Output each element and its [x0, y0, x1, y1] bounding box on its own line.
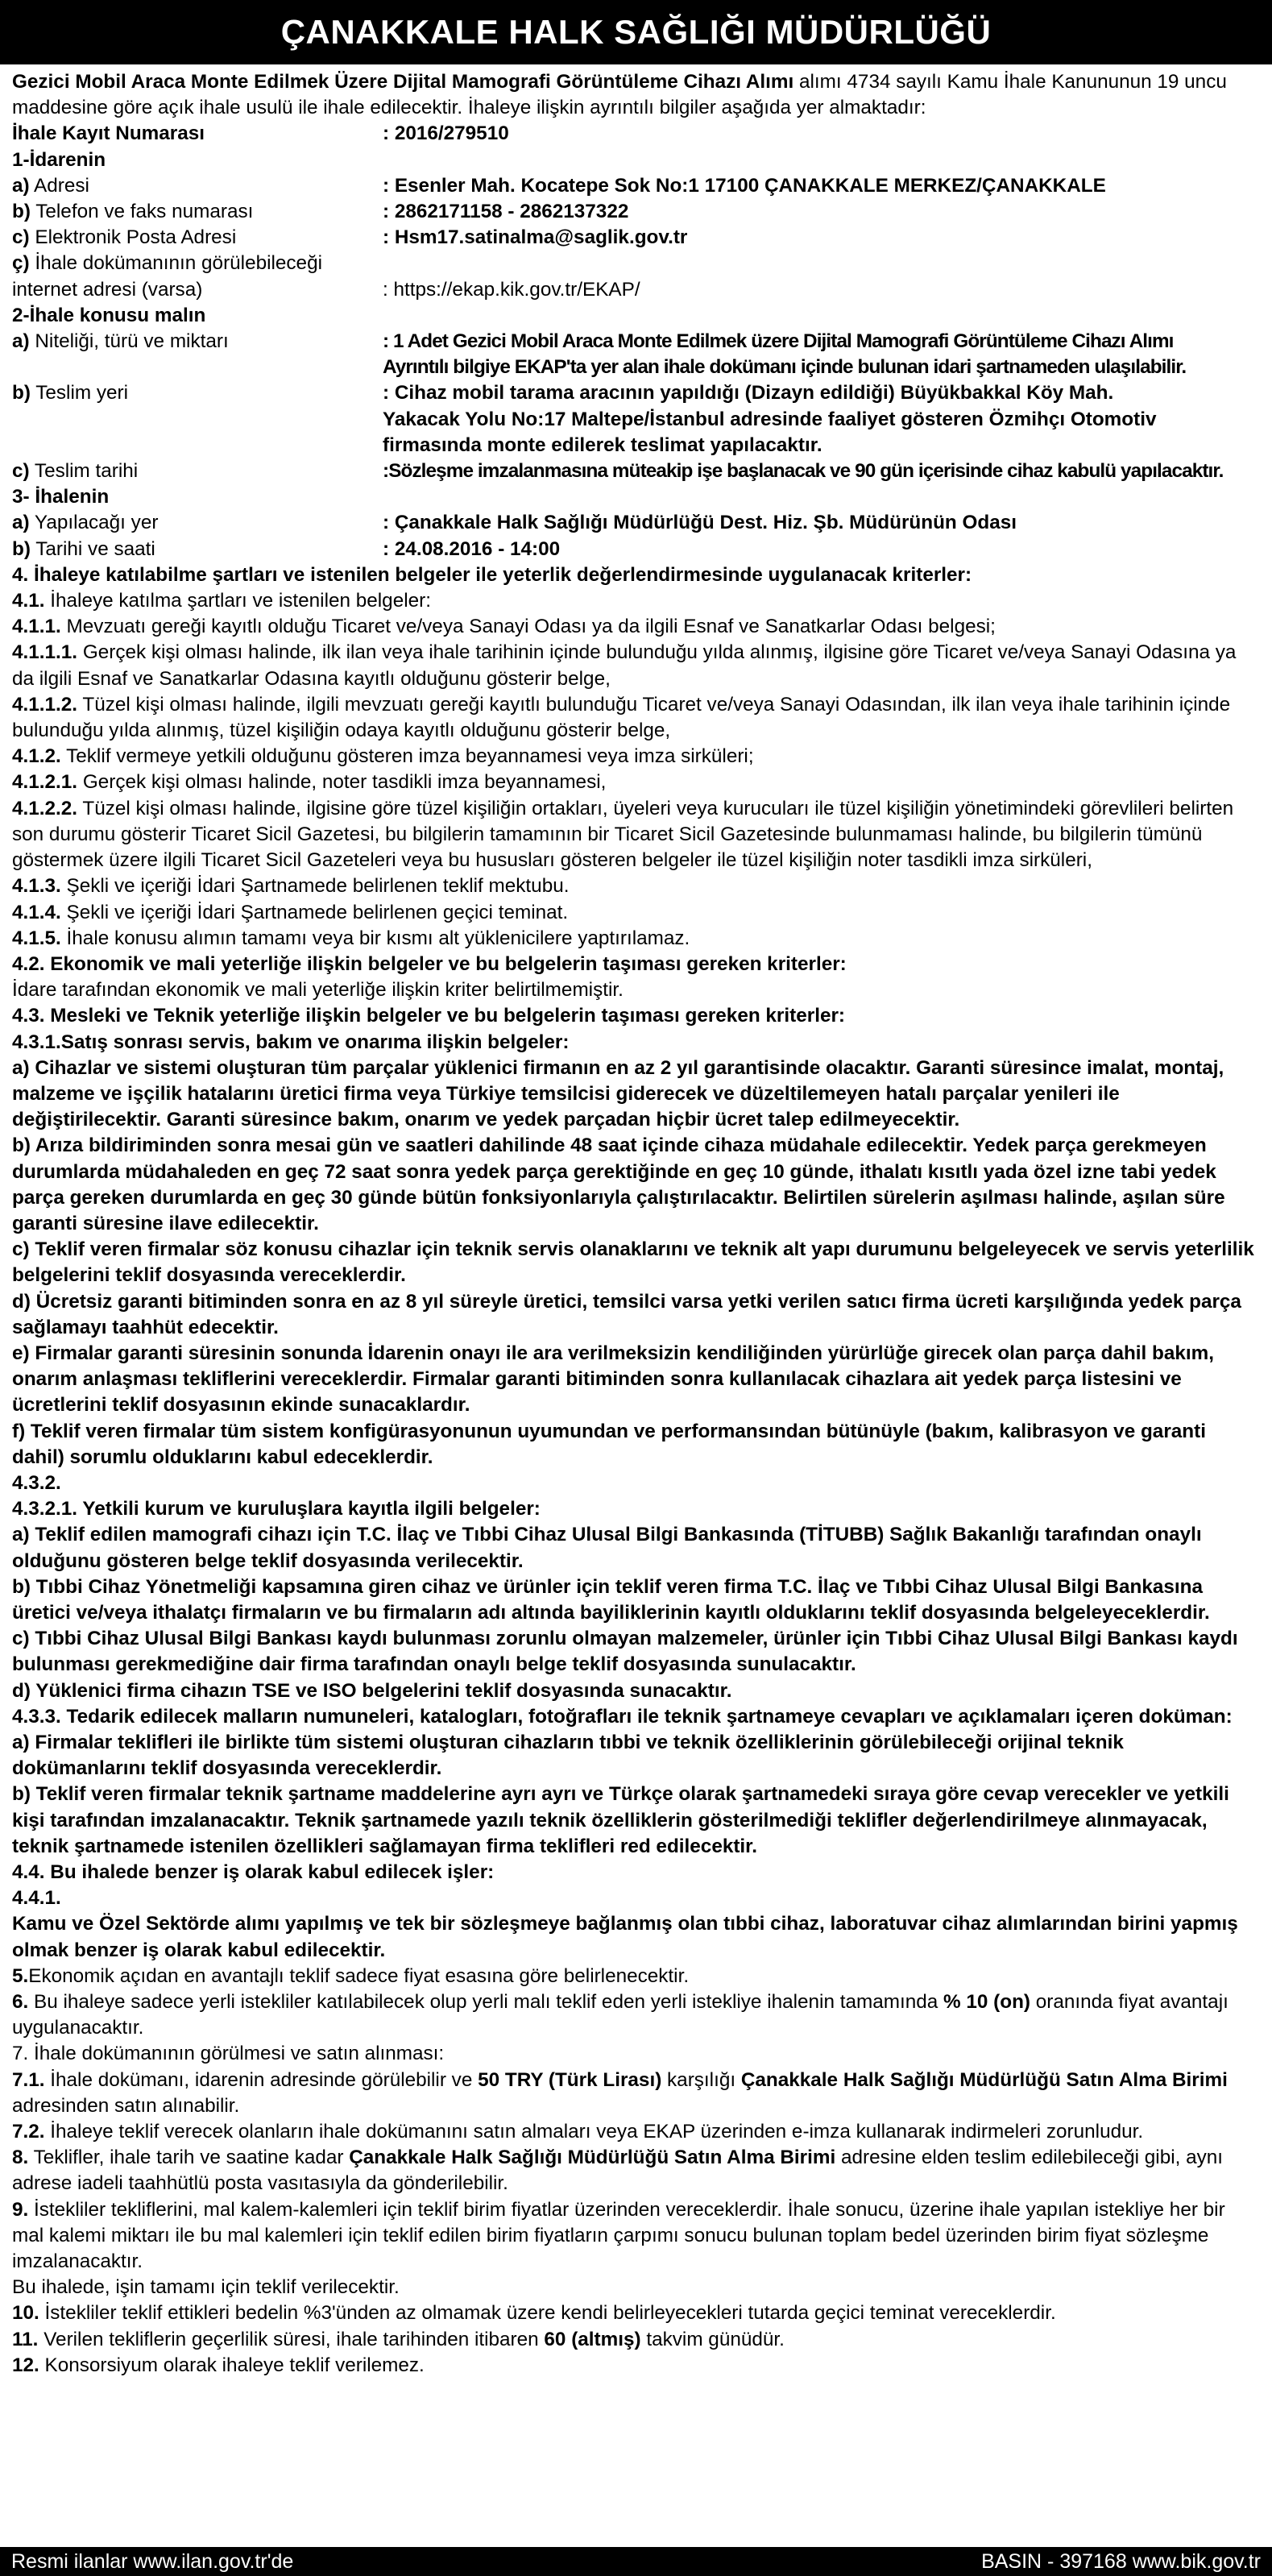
- s5-paragraph: 5.Ekonomik açıdan en avantajlı teklif sadece fiyat esasına göre belirlenecektir.: [12, 1964, 690, 1987]
- s4-h432: 4.3.2.: [12, 1471, 61, 1494]
- s4-h4321: 4.3.2.1. Yetkili kurum ve kuruluşlara kayıtla ilgili belgeler:: [12, 1498, 541, 1520]
- idare-internet-label-2: internet adresi (varsa): [12, 278, 203, 301]
- s4-h44: 4.4. Bu ihalede benzer iş olarak kabul edilecek işler:: [12, 1861, 495, 1884]
- konu-nitelik-row: a) Niteliği, türü ve miktarı : 1 Adet Gezici Mobil Araca Monte Edilmek üzere Dijital Mamografi Görüntüleme Cihazı Alımı Ayrıntılı bilgiye EKAP'ta yer alan ihale dokümanı içinde bulunan idari şartnameden ulaşılabilir.: [12, 330, 1187, 379]
- s9-extra: Bu ihalede, işin tamamı için teklif verilecektir.: [12, 2276, 400, 2299]
- konu-teslim-tarihi-label: Teslim tarihi: [34, 460, 139, 483]
- s4-h441: 4.4.1.: [12, 1887, 61, 1910]
- ihale-tarih-row: b) Tarihi ve saati : 24.08.2016 - 14:00: [12, 537, 1260, 562]
- s4-item-c: c) Teklif veren firmalar söz konusu cihazlar için teknik servis olanaklarını ve teknik alt yapı durumunu belgeleyecek ve servis yeterlilik belgelerini teklif dosyasında vereceklerdir.: [12, 1238, 1254, 1287]
- konu-teslim-tarihi-row: c) Teslim tarihi :Sözleşme imzalanmasına müteakip işe başlanacak ve 90 gün içerisinde cihaz kabulü yapılacaktır.: [12, 458, 1260, 484]
- footer-left-text: Resmi ilanlar www.ilan.gov.tr'de: [11, 2549, 294, 2573]
- kayit-value: : 2016/279510: [383, 122, 509, 145]
- s9-paragraph: 9. İstekliler tekliflerini, mal kalem-kalemleri için teklif birim fiyatlar üzerinden vereceklerdir. İhale sonucu, üzerine ihale yapılan istekliye her bir mal kalemi miktarı ile bu mal kalemleri için teklif edilen birim fiyatların çarpımı sonucu bulunan toplam bedel üzerinden birim fiyat sözleşme imzalanacaktır.: [12, 2198, 1225, 2273]
- s4-item-d: d) Ücretsiz garanti bitiminden sonra en az 8 yıl süreyle üretici, temsilci varsa yetki verilen satıcı firma ücreti karşılığında yedek parça sağlamayı taahhüt edecektir.: [12, 1290, 1241, 1338]
- ihale-yer-label: Yapılacağı yer: [34, 512, 159, 534]
- idare-adres-value: : Esenler Mah. Kocatepe Sok No:1 17100 ÇANAKKALE MERKEZ/ÇANAKKALE: [383, 174, 1106, 197]
- s10-paragraph: 10. İstekliler teklif ettikleri bedelin %3'ünden az olmamak üzere kendi belirleyecekleri tutarda geçici teminat vereceklerdir.: [12, 2302, 1056, 2325]
- s4-p411: 4.1.1. Mevzuatı gereği kayıtlı olduğu Ticaret ve/veya Sanayi Odası ya da ilgili Esnaf ve Sanatkarlar Odası belgesi;: [12, 616, 996, 638]
- konu-teslim-yeri-line1: : Cihaz mobil tarama aracının yapıldığı (Dizayn edildiği) Büyükbakkal Köy Mah.: [383, 382, 1114, 404]
- ihale-heading: 3- İhalenin: [12, 486, 110, 508]
- s4-item-a3: a) Firmalar teklifleri ile birlikte tüm sistemi oluşturan cihazların tıbbi ve teknik özelliklerinin görülebileceği orijinal teknik dokümanlarını teklif dosyasında vereceklerdir.: [12, 1732, 1124, 1780]
- idare-telefon-value: : 2862171158 - 2862137322: [383, 201, 629, 223]
- ihale-yer-row: a) Yapılacağı yer : Çanakkale Halk Sağlığı Müdürlüğü Dest. Hiz. Şb. Müdürünün Odası: [12, 510, 1260, 536]
- page-title: ÇANAKKALE HALK SAĞLIĞI MÜDÜRLÜĞÜ: [280, 13, 992, 51]
- s4-item-d2: d) Yüklenici firma cihazın TSE ve ISO belgelerini teklif dosyasında sunacaktır.: [12, 1679, 732, 1702]
- s4-heading: 4. İhaleye katılabilme şartları ve istenilen belgeler ile yeterlik değerlendirmesinde uygulanacak kriterler:: [12, 563, 972, 586]
- intro-subject: Gezici Mobil Araca Monte Edilmek Üzere Dijital Mamografi Görüntüleme Cihazı Alımı: [12, 71, 794, 93]
- s11-paragraph: 11. Verilen tekliflerin geçerlilik süresi, ihale tarihinden itibaren 60 (altmış) takvim günüdür.: [12, 2328, 785, 2350]
- konu-teslim-yeri-line2: Yakacak Yolu No:17 Maltepe/İstanbul adresinde faaliyet gösteren Özmihçı Otomotiv: [383, 408, 1157, 430]
- idare-internet-label-1: İhale dokümanının görülebileceği: [35, 252, 322, 275]
- s4-item-b2: b) Tıbbi Cihaz Yönetmeliği kapsamına giren cihaz ve ürünler için teklif veren firma T.C. İlaç ve Tıbbi Cihaz Ulusal Bilgi Bankasına üretici ve/veya ithalatçı firmaların ve bu firmaların adı altında bayiliklerinin kayıtlı olduklarını teklif dosyasında belgeleyeceklerdir.: [12, 1575, 1210, 1624]
- idare-adres-row: a) Adresi : Esenler Mah. Kocatepe Sok No:1 17100 ÇANAKKALE MERKEZ/ÇANAKKALE: [12, 173, 1260, 199]
- s4-p4121: 4.1.2.1. Gerçek kişi olması halinde, noter tasdikli imza beyannamesi,: [12, 771, 607, 794]
- intro-paragraph: [12, 69, 1260, 121]
- footer-bar: [0, 2547, 1272, 2576]
- footer-right-text: BASIN - 397168 www.bik.gov.tr: [981, 2549, 1261, 2573]
- kayit-label: İhale Kayıt Numarası: [12, 122, 205, 145]
- s7-heading: 7. İhale dokümanının görülmesi ve satın alınması:: [12, 2043, 445, 2065]
- s7-p72: 7.2. İhaleye teklif verecek olanların ihale dokümanını satın almaları veya EKAP üzerinden e-imza kullanarak indirmeleri zorunludur.: [12, 2121, 1144, 2143]
- announcement-body: [12, 69, 1260, 2379]
- konu-teslim-tarihi-value: :Sözleşme imzalanmasına müteakip işe başlanacak ve 90 gün içerisinde cihaz kabulü yapılacaktır.: [383, 460, 1224, 483]
- s6-paragraph: 6. Bu ihaleye sadece yerli istekliler katılabilecek olup yerli malı teklif eden yerli istekliye ihalenin tamamında % 10 (on) oranında fiyat avantajı uygulanacaktır.: [12, 1991, 1228, 2039]
- ihale-tarih-label: Tarihi ve saati: [35, 537, 155, 560]
- kayit-row: [12, 121, 1260, 147]
- idare-eposta-row: c) Elektronik Posta Adresi : Hsm17.satinalma@saglik.gov.tr: [12, 225, 1260, 251]
- konu-heading: 2-İhale konusu malın: [12, 304, 206, 326]
- konu-teslim-yeri-label: Teslim yeri: [35, 382, 128, 404]
- idare-telefon-label: Telefon ve faks numarası: [35, 201, 254, 223]
- idare-eposta-label: Elektronik Posta Adresi: [35, 226, 237, 249]
- s4-p413: 4.1.3. Şekli ve içeriği İdari Şartnamede belirlenen teklif mektubu.: [12, 875, 570, 898]
- s4-item-b: b) Arıza bildiriminden sonra mesai gün ve saatleri dahilinde 48 saat içinde cihaza müdahale edilecektir. Yedek parça gerekmeyen durumlarda müdahaleden en geç 72 saat sonra yedek parça gerektiğinde en geç 10 günde, ithalatı kısıtlı yada özel izne tabi yedek parça gereken durumlarda en geç 30 günde bütün fonksiyonlarıyla çalıştırılacaktır. Belirtilen sürelerin aşılması halinde, aşılan süre garanti süresine ilave edilecektir.: [12, 1135, 1225, 1234]
- s4-p412: 4.1.2. Teklif vermeye yetkili olduğunu gösteren imza beyannamesi veya imza sirküleri;: [12, 745, 754, 768]
- idare-eposta-value: : Hsm17.satinalma@saglik.gov.tr: [383, 226, 688, 249]
- s4-p4112: 4.1.1.2. Tüzel kişi olması halinde, ilgili mevzuatı gereği kayıtlı bulunduğu Ticaret ve/veya Sanayi Odasından, ilk ilan veya ihale tarihinin içinde bulunduğu yılda alınmış, tüzel kişiliğin odaya kayıtlı olduğunu gösterir belge,: [12, 693, 1231, 742]
- konu-teslim-yeri-row: b) Teslim yeri : Cihaz mobil tarama aracının yapıldığı (Dizayn edildiği) Büyükbakkal Köy Mah. Yakacak Yolu No:17 Maltepe/İstanbul adresinde faaliyet gösteren Özmihçı Otomotiv firmasında monte edilerek teslimat yapılacaktır.: [12, 382, 1157, 456]
- ihale-yer-value: : Çanakkale Halk Sağlığı Müdürlüğü Dest. Hiz. Şb. Müdürünün Odası: [383, 512, 1017, 534]
- s4-p441: Kamu ve Özel Sektörde alımı yapılmış ve tek bir sözleşmeye bağlanmış olan tıbbi cihaz, laboratuvar cihaz alımlarından birini yapmış olmak benzer iş olarak kabul edilecektir.: [12, 1913, 1238, 1961]
- s4-item-a: a) Cihazlar ve sistemi oluşturan tüm parçalar yüklenici firmanın en az 2 yıl garantisinde olacaktır. Garanti süresince imalat, montaj, malzeme ve işçilik hatalarını üretici firma veya Türkiye temsilcisi giderecek ve düzeltilemeyen hatalı parçalar yenileri ile değiştirilecektir. Garanti süresince bakım, onarım ve yedek parçadan hiçbir ücret talep edilmeyecektir.: [12, 1056, 1224, 1131]
- s4-item-e: e) Firmalar garanti süresinin sonunda İdarenin onayı ile ara verilmeksizin kendiliğinden yürürlüğe girecek olan parça dahil bakım, onarım anlaşması tekliflerini vereceklerdir. Firmalar garanti bitiminden sonra kullanılacak cihazlara ait yedek parça listesini ve ücretlerini teklif dosyasının ekinde sunacaklardır.: [12, 1342, 1215, 1417]
- ihale-tarih-value: : 24.08.2016 - 14:00: [383, 537, 561, 560]
- idare-internet-value: : https://ekap.kik.gov.tr/EKAP/: [383, 278, 640, 301]
- s4-p41: 4.1. İhaleye katılma şartları ve istenilen belgeler:: [12, 590, 431, 612]
- konu-nitelik-line2: Ayrıntılı bilgiye EKAP'ta yer alan ihale dokümanı içinde bulunan idari şartnameden ulaşılabilir.: [383, 356, 1187, 379]
- intro-text: alımı 4734 sayılı Kamu İhale Kanununun 19 uncu maddesine göre açık ihale usulü ile ihale edilecektir. İhaleye ilişkin ayrıntılı bilgiler aşağıda yer almaktadır:: [12, 71, 1227, 119]
- idare-internet-row: ç) İhale dokümanının görülebileceği internet adresi (varsa) : https://ekap.kik.gov.tr/EKAP/: [12, 252, 640, 301]
- s4-item-f: f) Teklif veren firmalar tüm sistem konfigürasyonunun uyumundan ve performansından bütünüyle (bakım, kalibrasyon ve garanti dahil) sorumlu olduklarını kabul edeceklerdir.: [12, 1420, 1206, 1468]
- konu-nitelik-label: Niteliği, türü ve miktarı: [35, 330, 229, 353]
- s8-paragraph: 8. Teklifler, ihale tarih ve saatine kadar Çanakkale Halk Sağlığı Müdürlüğü Satın Alma Birimi adresine elden teslim edilebileceği gibi, aynı adrese iadeli taahhütlü posta vasıtasıyla da gönderilebilir.: [12, 2147, 1224, 2195]
- s4-h42: 4.2. Ekonomik ve mali yeterliğe ilişkin belgeler ve bu belgelerin taşıması gereken kriterler:: [12, 952, 847, 975]
- konu-nitelik-line1: : 1 Adet Gezici Mobil Araca Monte Edilmek üzere Dijital Mamografi Görüntüleme Cihazı Alımı: [383, 330, 1174, 353]
- s4-p4111: 4.1.1.1. Gerçek kişi olması halinde, ilk ilan veya ihale tarihinin içinde bulunduğu yılda alınmış, ilgisine göre Ticaret ve/veya Sanayi Odasına ya da ilgili Esnaf ve Sanatkarlar Odasına kayıtlı olduğunu gösterir belge,: [12, 641, 1237, 690]
- s4-item-a2: a) Teklif edilen mamografi cihazı için T.C. İlaç ve Tıbbi Cihaz Ulusal Bilgi Bankasında (TİTUBB) Sağlık Bakanlığı tarafından onaylı olduğunu gösteren belge teklif dosyasında verilecektir.: [12, 1524, 1202, 1572]
- page-title-bar: [0, 0, 1272, 64]
- s4-h431: 4.3.1.Satış sonrası servis, bakım ve onarıma ilişkin belgeler:: [12, 1031, 570, 1053]
- konu-teslim-yeri-line3: firmasında monte edilerek teslimat yapılacaktır.: [383, 433, 822, 456]
- s4-p4122: 4.1.2.2. Tüzel kişi olması halinde, ilgisine göre tüzel kişiliğin ortakları, üyeleri veya kurucuları ile tüzel kişiliğin yönetimindeki görevlileri belirten son durumu gösterir Ticaret Sicil Gazetesi, bu bilgilerin tamamının bir Ticaret Sicil Gazetesinde bulunmaması halinde, bu bilgilerin tümünü göstermek üzere ilgili Ticaret Sicil Gazeteleri veya bu hususları gösteren belgeler ile tüzel kişiliğin noter tasdikli imza sirküleri,: [12, 797, 1234, 872]
- s12-paragraph: 12. Konsorsiyum olarak ihaleye teklif verilemez.: [12, 2354, 425, 2376]
- s4-p414: 4.1.4. Şekli ve içeriği İdari Şartnamede belirlenen geçici teminat.: [12, 901, 569, 923]
- s7-p71: 7.1. İhale dokümanı, idarenin adresinde görülebilir ve 50 TRY (Türk Lirası) karşılığı Çanakkale Halk Sağlığı Müdürlüğü Satın Alma Birimi adresinden satın alınabilir.: [12, 2068, 1228, 2117]
- idare-adres-label: Adresi: [34, 174, 89, 197]
- idare-heading: 1-İdarenin: [12, 148, 106, 171]
- s4-h43: 4.3. Mesleki ve Teknik yeterliğe ilişkin belgeler ve bu belgelerin taşıması gereken kriterler:: [12, 1005, 846, 1027]
- s4-p415: 4.1.5. İhale konusu alımın tamamı veya bir kısmı alt yüklenicilere yaptırılamaz.: [12, 927, 690, 949]
- s4-item-b3: b) Teklif veren firmalar teknik şartname maddelerine ayrı ayrı ve Türkçe olarak şartnamedeki sıraya göre cevap verecekler ve yetkili kişi tarafından imzalanacaktır. Teknik şartnamede yazılı teknik özelliklerin gösterilmediği teklifler değerlendirilmeye alınmayacak, teknik şartnamede istenilen özellikleri sağlamayan firma teklifleri red edilecektir.: [12, 1783, 1229, 1857]
- s4-h433: 4.3.3. Tedarik edilecek malların numuneleri, katalogları, fotoğrafları ile teknik şartnameye cevapları ve açıklamaları içeren doküman:: [12, 1705, 1233, 1728]
- s4-p42: İdare tarafından ekonomik ve mali yeterliğe ilişkin kriter belirtilmemiştir.: [12, 979, 624, 1002]
- s4-item-c2: c) Tıbbi Cihaz Ulusal Bilgi Bankası kaydı bulunması zorunlu olmayan malzemeler, ürünler için Tıbbi Cihaz Ulusal Bilgi Bankası kaydı bulunması gerekmediğine dair firma tarafından onaylı belge teklif dosyasında sunulacaktır.: [12, 1628, 1238, 1676]
- idare-telefon-row: b) Telefon ve faks numarası : 2862171158 - 2862137322: [12, 199, 1260, 225]
